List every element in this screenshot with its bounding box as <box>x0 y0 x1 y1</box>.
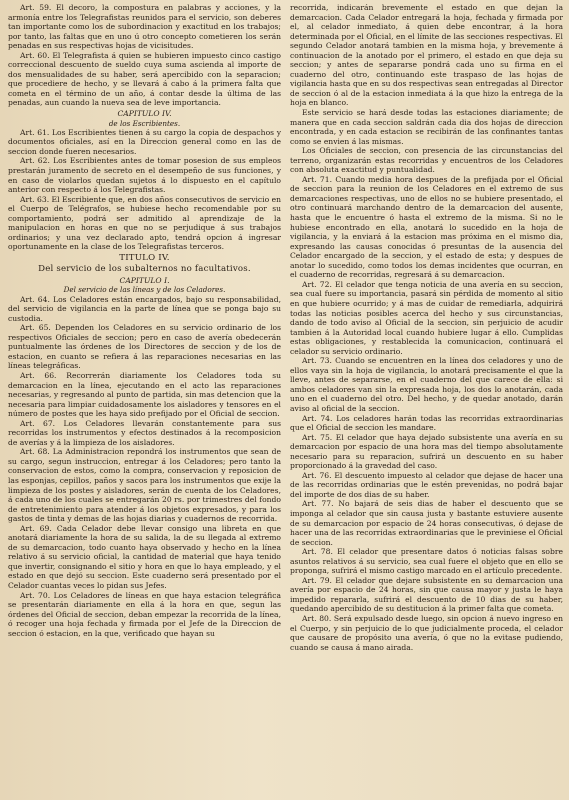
section-subheading: de los Escribientes. <box>108 118 181 128</box>
paragraph: Art. 80. Será expulsado desde luego, sin opcion á nuevo ingreso en el Cuerpo, y sin perjuicio de lo que judicialmente proceda, el celador que causare de propósito una avería, ó que no la evitase pudiendo, cuando se causa á mano airada. <box>290 614 563 652</box>
section-subheading: Del servicio de las líneas y de los Celadores. <box>63 285 226 295</box>
right-column <box>290 3 563 796</box>
paragraph: Art. 66. Recorrerán diariamente los Celadores toda su demarcacion en la línea, ejecutando en el acto las reparaciones necesarias, y regresando al punto de partida, sin mas detencion que la necesaria para limpiar cuidadosamente los aisladores y tensores en el número de postes que les haya sido prefijado por el Oficial de seccion. <box>8 371 281 419</box>
paragraph: Art. 59. El decoro, la compostura en palabras y acciones, y la armonía entre los Telegrafistas reunidos para el servicio, son deberes tan importante como los de subordinacion y exactitud en los trabajos; por tanto, las faltas que en uno ú otro concepto cometieren los serán penadas en sus respectivas hojas de vicisitudes. <box>8 3 281 51</box>
paragraph: Art. 61. Los Escribientes tienen á su cargo la copia de despachos y documentos oficiales, así en la Direccion general como en las de seccion donde fueren necesarios. <box>8 127 281 156</box>
paragraph: Art. 79. El celador que dejare subsistente en su demarcacion una avería por espacio de 24 horas, sin que causa mayor y justa le haya impedido repararla, sufrirá el descuento de 10 dias de su haber, quedando apercibido de su destitucion á la primer falta que cometa. <box>290 575 563 614</box>
paragraph: Los Oficiales de seccion, con presencia de las circunstancias del terreno, organizarán estas recorridas y encuentros de los Celadores con absoluta exactitud y puntualidad. <box>290 146 563 175</box>
title-heading: Del servicio de los subalternos no facultativos. <box>38 264 251 275</box>
paragraph: Art. 64. Los Celadores están encargados, bajo su responsabilidad, del servicio de vigilancia en la parte de línea que se ponga bajo su custodia. <box>8 294 281 323</box>
paragraph: Art. 76. El descuento impuesto al celador que dejase de hacer una de las recorridas ordinarias que le estén prevenidas, no podrá bajar del importe de dos dias de su haber. <box>290 470 563 499</box>
paragraph: Art. 71. Cuando media hora despues de la prefijada por el Oficial de seccion para la reunion de los Celadores en el extremo de sus demarcaciones respectivas, uno de ellos no se hubiere presentado, el otro continuará marchando dentro de la demarcacion del ausente, hasta que le encuentre ó hasta el extremo de la misma. Si no le hubiese encontrado en ella, anotará lo sucedido en la hoja de vigilancia, y la enviará á la estacion mas próxima en el mismo dia, expresando las causas conocidas ó presuntas de la ausencia del Celador encargado de la seccion, y el estado de esta; y despues de anotar lo sucedido, como todos los demas incidentes que ocurran, en el cuaderno de recorridas, regresará á su demarcacion. <box>290 174 563 280</box>
paragraph: Art. 73. Cuando se encuentren en la línea dos celadores y uno de ellos vaya sin la hoja de vigilancia, lo anotará precisamente el que la lleve, antes de separarse, en el cuaderno del que carece de ella: si ambos celadores van sin la expresada hoja, los dos lo anotarán, cada uno en el cuaderno del otro. Del hecho, y de quedar anotado, darán aviso al oficial de la seccion. <box>290 356 563 413</box>
paragraph: Art. 72. El celador que tenga noticia de una avería en su seccion, sea cual fuere su importancia, pasará sin pérdida de momento al sitio en que hubiere ocurrido; y á mas de cuidar de remediarla, adquirirá todas las noticias posibles acerca del hecho y sus circunstancias, dando de todo aviso al Oficial de la seccion, sin perjuicio de acudir tambien á la Autoridad local cuando hubiere lugar á ello. Cumplidas estas obligaciones, y restablecida la comunicacion, continuará el celador su servicio ordinario. <box>290 279 563 356</box>
paragraph: Art. 75. El celador que haya dejado subsistente una avería en su demarcacion por espacio de una hora mas del tiempo absolutamente necesario para su reparacion, sufrirá un descuento en su haber proporcionado á la gravedad del caso. <box>290 432 563 471</box>
paragraph: Art. 68. La Administracion repondrá los instrumentos que sean de su cargo, segun instruccion, entregar á los Celadores; pero tanto la conservacion de estos, como la compra, conservacion y reposicion de las esponjas, cepillos, paños y sacos para los instrumentos que exije la limpieza de los postes y aisladores, serán de cuenta de los Celadores, á cada uno de los cuales se entregarán 20 rs. por trimestres del fondo de entretenimiento para atender á los objetos expresados, y para los gastos de tinta y demas de las hojas diarias y cuadernos de recorrida. <box>8 447 281 524</box>
paragraph: Art. 62. Los Escribientes antes de tomar posesion de sus empleos prestarán juramento de secreto en el desempeño de sus funciones, y en caso de violarlos quedan sujetos á lo dispuesto en el capítulo anterior con respecto á los Telegrafistas. <box>8 156 281 195</box>
paragraph: Art. 63. El Escribiente que, en dos años consecutivos de servicio en el Cuerpo de Telégrafos, se hubiese hecho recomendable por su comportamiento, podrá ser admitido al aprendizaje de la manipulacion en horas en que no se perjudique á sus trabajos ordinarios; y una vez declarado apto, tendrá opcion á ingresar oportunamente en la clase de los Telegrafistas terceros. <box>8 194 281 252</box>
paragraph: Art. 67. Los Celadores llevarán constantemente para sus recorridas los instrumentos y efectos destinados á la recomposicion de averías y á la limpieza de los aisladores. <box>8 418 281 447</box>
chapter-heading: CAPITULO I. <box>119 275 170 285</box>
chapter-heading: CAPITULO IV. <box>117 109 172 119</box>
paragraph: Este servicio se hará desde todas las estaciones diariamente; de manera que en cada seccion saldrán cada dia dos hojas de direccion encontrada, y en cada estacion se recibirán de las confinantes tantas como se envien á las mismas. <box>290 108 563 146</box>
left-column <box>8 3 281 796</box>
paragraph: Art. 70. Los Celadores de líneas en que haya estacion telegráfica se presentarán diariamente en ella á la hora en que, segun las órdenes del Oficial de seccion, deban empezar la recorrida de la línea, ó recoger una hoja fechada y firmada por el Jefe de la Direccion de seccion ó estacion, en la que, verificado que hayan su <box>8 590 281 638</box>
paragraph: recorrida, indicarán brevemente el estado en que dejan la demarcacion. Cada Celador entregará la hoja, fechada y firmada por el, al celador inmediato, á quien debe encontrar, á la hora determinada por el Oficial, en el límite de las secciones respectivas. El segundo Celador anotará tambien en la misma hoja, y brevemente á continuacion de la anotado por el primero, el estado en que deja su seccion; y antes de separarse pondrá cada uno su firma en el cuaderno del otro, continuando este traspaso de las hojas de vigilancia hasta que en su dos respectivas sean entregadas al Director de seccion ó al de la estacion inmediata á la que hizo la entrega de la hoja en blanco. <box>290 3 563 108</box>
paragraph: Art. 74. Los celadores harán todas las recorridas extraordinarias que el Oficial de seccion les mandare. <box>290 413 563 433</box>
paragraph: Art. 60. El Telegrafista á quien se hubieren impuesto cinco castigo correccional descuento de sueldo cuya suma ascienda al importe de dos mensualidades de su haber, será apercibido con la separacion; que procediere de hecho, y se llevará á cabo á la primera falta que cometa en el término de un año, á contar desde la última de las penadas, aun cuando la nueva sea de leve importancia. <box>8 50 281 108</box>
paragraph: Art. 69. Cada Celador debe llevar consigo una libreta en que anotará diariamente la hora de su salida, la de su llegada al extremo de su demarcacion, todo cuanto haya observado y hecho en la línea relativo á su servicio oficial, la cantidad de material que haya tenido que invertir, consignando el sitio y hora en que lo haya empleado, y el estado en que dejó su seccion. Este cuaderno será presentado por el Celador cuantas veces lo pidan sus Jefes. <box>8 523 281 591</box>
paragraph: Art. 78. El celador que presentare datos ó noticias falsas sobre asuntos relativos á su servicio, sea cual fuere el objeto que en ello se proponga, sufrirá el mismo castigo marcado en el artículo precedente. <box>290 547 563 576</box>
title-heading: TITULO IV. <box>119 252 170 263</box>
paragraph: Art. 77. No bajará de seis dias de haber el descuento que se imponga al celador que sin causa justa y bastante estuviere ausente de su demarcacion por espacio de 24 horas consecutivas, ó dejase de hacer una de las recorridas extraordinarias que le previniese el Oficial de seccion. <box>290 499 563 547</box>
paragraph: Art. 65. Dependen los Celadores en su servicio ordinario de los respectivos Oficiales de seccion; pero en caso de avería obedecerán puntualmente las órdenes de los Directores de seccion y de los de estacion, en cuanto se refiera á las reparaciones necesarias en las líneas telegráficas. <box>8 323 281 371</box>
